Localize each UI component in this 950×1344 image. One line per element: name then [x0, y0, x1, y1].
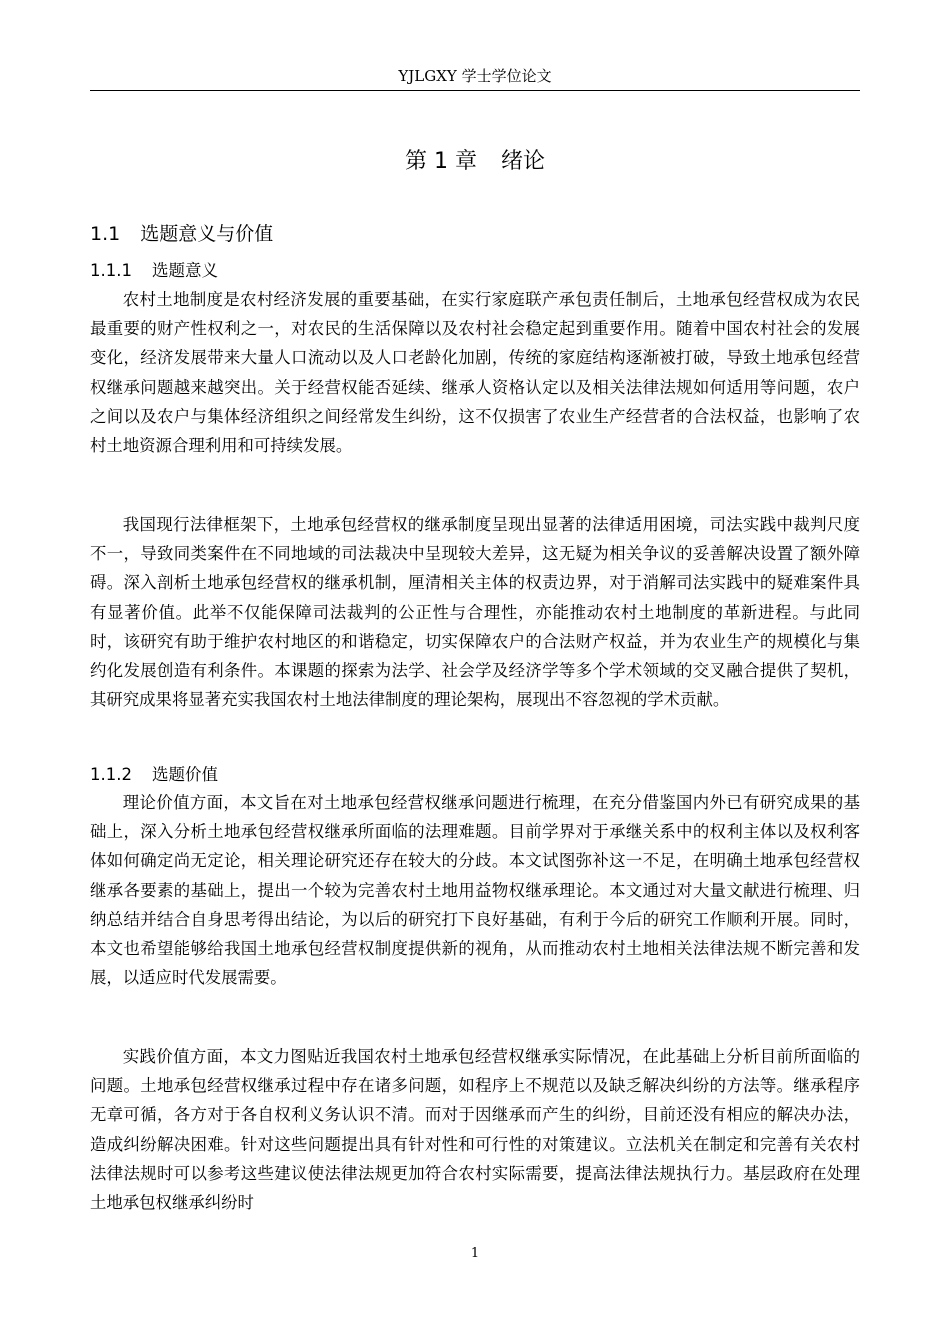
body-paragraph: 农村土地制度是农村经济发展的重要基础，在实行家庭联产承包责任制后，土地承包经营权成为农民最重要的财产性权利之一，对农民的生活保障以及农村社会稳定起到重要作用。随着中国农村社会的发展变化，经济发展带来大量人口流动以及人口老龄化加剧，传统的家庭结构逐渐被打破，导致土地承包经营权继承问题越来越突出。关于经营权能否延续、继承人资格认定以及相关法律法规如何适用等问题，农户之间以及农户与集体经济组织之间经常发生纠纷，这不仅损害了农业生产经营者的合法权益，也影响了农村土地资源合理利用和可持续发展。: [90, 290, 860, 456]
subsection-title: 选题价值: [151, 765, 218, 784]
chapter-title: [90, 147, 860, 177]
subsection-number: 1.1.1: [90, 261, 132, 280]
chapter-number: 第 1 章: [405, 149, 477, 174]
section-heading-1-1: [90, 220, 273, 248]
subsection-heading-1-1-1: [90, 259, 218, 283]
body-paragraph: 我国现行法律框架下，土地承包经营权的继承制度呈现出显著的法律适用困境，司法实践中裁判尺度不一，导致同类案件在不同地域的司法裁决中呈现较大差异，这无疑为相关争议的妥善解决设置了额外障碍。深入剖析土地承包经营权的继承机制，厘清相关主体的权责边界，对于消解司法实践中的疑难案件具有显著价值。此举不仅能保障司法裁判的公正性与合理性，亦能推动农村土地制度的革新进程。与此同时，该研究有助于维护农村地区的和谐稳定，切实保障农户的合法财产权益，并为农业生产的规模化与集约化发展创造有利条件。本课题的探索为法学、社会学及经济学等多个学术领域的交叉融合提供了契机，其研究成果将显著充实我国农村土地法律制度的理论架构，展现出不容忽视的学术贡献。: [90, 515, 860, 710]
running-header: YJLGXY 学士学位论文: [398, 67, 552, 85]
subsection-title: 选题意义: [151, 261, 218, 280]
section-title: 选题意义与价值: [140, 223, 274, 245]
header-rule: [90, 90, 860, 91]
page-number: 1: [470, 1246, 480, 1261]
body-paragraph: 理论价值方面，本文旨在对土地承包经营权继承问题进行梳理，在充分借鉴国内外已有研究成果的基础上，深入分析土地承包经营权继承所面临的法理难题。目前学界对于承继关系中的权利主体以及权利客体如何确定尚无定论，相关理论研究还存在较大的分歧。本文试图弥补这一不足，在明确土地承包经营权继承各要素的基础上，提出一个较为完善农村土地用益物权继承理论。本文通过对大量文献进行梳理、归纳总结并结合自身思考得出结论，为以后的研究打下良好基础，有利于今后的研究工作顺利开展。同时，本文也希望能够给我国土地承包经营权制度提供新的视角，从而推动农村土地相关法律法规不断完善和发展，以适应时代发展需要。: [90, 793, 860, 988]
body-paragraph: 实践价值方面，本文力图贴近我国农村土地承包经营权继承实际情况，在此基础上分析目前所面临的问题。土地承包经营权继承过程中存在诸多问题，如程序上不规范以及缺乏解决纠纷的方法等。继承程序无章可循，各方对于各自权利义务认识不清。而对于因继承而产生的纠纷，目前还没有相应的解决办法，造成纠纷解决困难。针对这些问题提出具有针对性和可行性的对策建议。立法机关在制定和完善有关农村法律法规时可以参考这些建议使法律法规更加符合农村实际需要，提高法律法规执行力。基层政府在处理土地承包权继承纠纷时: [90, 1047, 860, 1213]
chapter-name: 绪论: [500, 149, 545, 174]
section-number: 1.1: [90, 223, 121, 245]
subsection-number: 1.1.2: [90, 765, 132, 784]
subsection-heading-1-1-2: [90, 763, 218, 787]
